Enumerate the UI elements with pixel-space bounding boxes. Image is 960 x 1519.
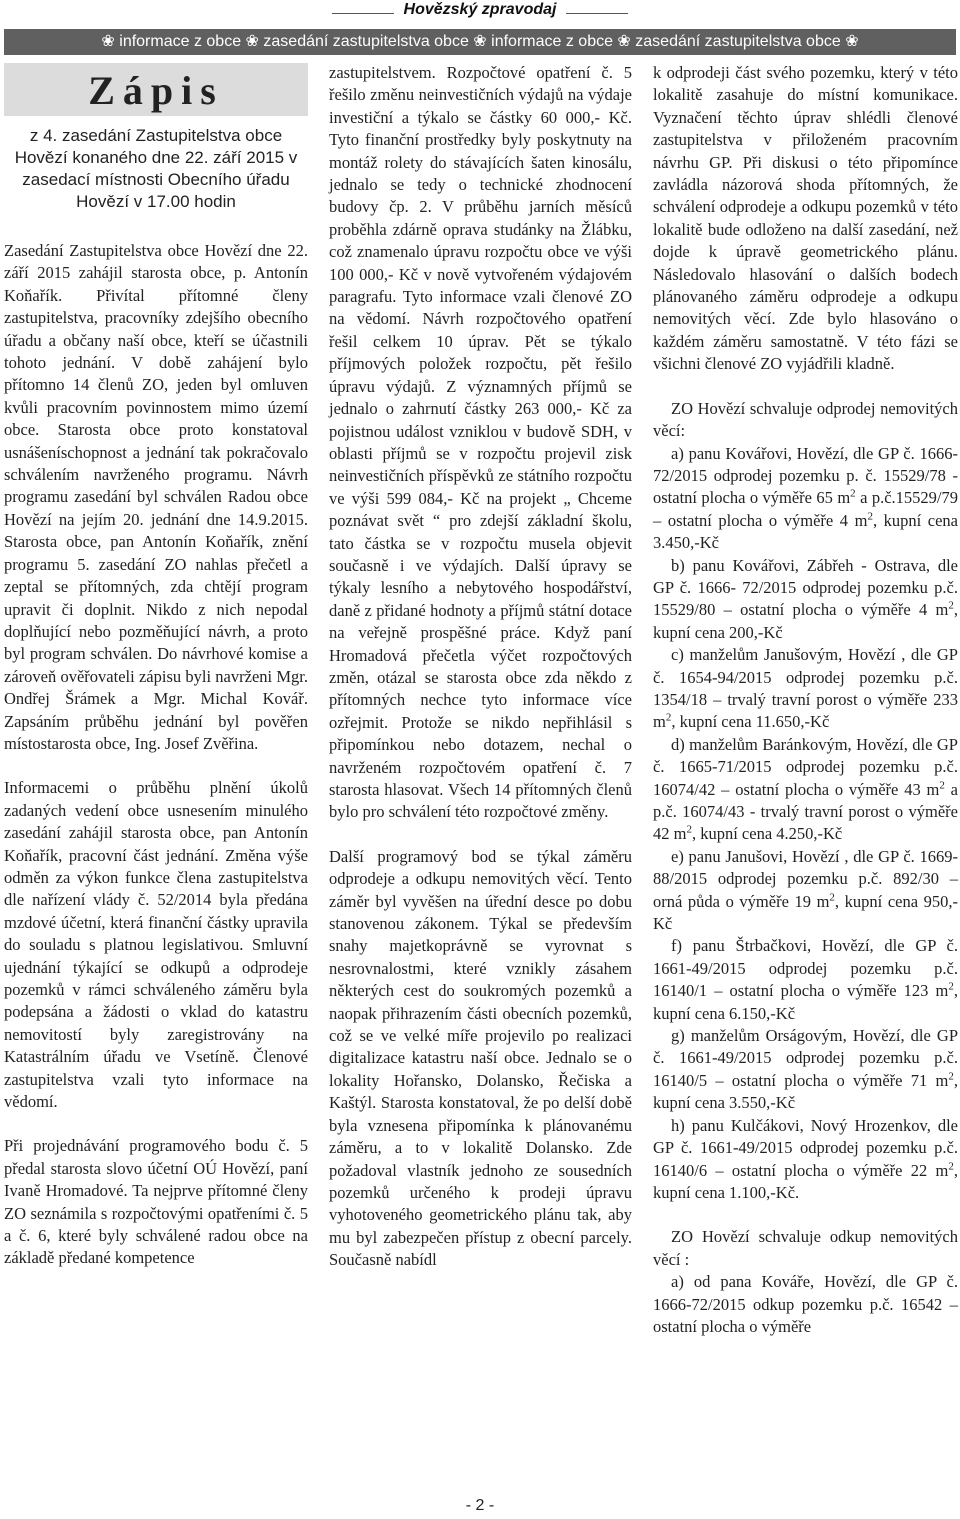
- header-rule-right: [566, 13, 628, 14]
- column-2: [329, 62, 632, 1272]
- section-banner: ❀ informace z obce ❀ zasedání zastupitelstva obce ❀ informace z obce ❀ zasedání zastupitelstva obce ❀: [4, 29, 956, 55]
- column-1: [4, 240, 308, 1270]
- sale-item-b: b) panu Kovářovi, Zábřeh - Ostrava, dle GP č. 1666- 72/2015 odprodej pozemku p.č. 15529/80 – ostatní plocha o výměře 4 $m^2$, kupní cena 200,-Kč: [653, 555, 958, 642]
- paragraph-budget-intro: Při projednávání programového bodu č. 5 předal starosta slovo účetní OÚ Hovězí, paní Ivaně Hromadové. Ta nejprve přítomné členy ZO seznámila s rozpočtovými opatřeními č. 5 a č. 6, které byly schválené radou obce na základě předané kompetence: [4, 1136, 308, 1268]
- sale-item-d: d) manželům Baránkovým, Hovězí, dle GP č. 1665-71/2015 odprodej pozemku p.č. 16074/42 – ostatní plocha o výměře 43 $m^2$ a p.č. 16074/43 - trvalý travní porost o výměře 42 $m^2$, kupní cena 4.250,-Kč: [653, 734, 959, 844]
- sale-item-c: c) manželům Janušovým, Hovězí , dle GP č. 1654-94/2015 odprodej pozemku p.č. 1354/18 – trvalý travní porost o výměře 233 $m^2$, kupní cena 11.650,-Kč: [653, 645, 958, 732]
- paragraph-budget-measures: zastupitelstvem. Rozpočtové opatření č. 5 řešilo změnu neinvestičních výdajů na výdaje investiční a týkalo se částky 60 000,- Kč. Tyto finanční prostředky byly poskytnuty na montáž rolety do stávajících šaten kinosálu, jednalo se tedy o technické zhodnocení budovy čp. 2. V průběhu jarních měsíců proběhla zdárně oprava studánky na Žlábku, což znamenalo úpravu rozpočtu obce ve výši 100 000,- Kč v nově vytvořeném výdajovém paragrafu. Tyto informace vzali členové ZO na vědomí. Návrh rozpočtového opatření řešil celkem 10 úprav. Pět se týkalo příjmových položek rozpočtu, pět řešilo úpravu výdajů. Z významných příjmů se jednalo o zahrnutí částky 263 000,- Kč za pojistnou událost vzniklou v budově SDH, v oblasti příjmů se v rozpočtu projevil zisk neinvestičních příspěvků ze státního rozpočtu ve výši 599 084,- Kč na projekt „ Chceme poznávat svět “ pro zdejší základní školu, tato částka se v rozpočtu musela objevit současně i ve výdajích. Další úpravy se týkaly lesního a nebytového hospodářství, daně z přidané hodnoty a příjmů státní dotace na veřejně prospěšné práce. Když paní Hromadová přečetla výčet rozpočtových změn, otázal se starosta obce zda někdo z přítomných nechce tyto informace více ozřejmit. Protože se nikdo nepřihlásil s připomínkou nebo dotazem, nechal o navrženém rozpočtovém opatření č. 7 starosta hlasovat. Všech 14 přítomných členů bylo pro schválení této rozpočtové změny.: [329, 63, 632, 822]
- column-3: [653, 62, 958, 1338]
- paragraph-property-discussion: k odprodeji část svého pozemku, který v této lokalitě zasahuje do místní komunikace. Vyznačení těchto úprav shlédli členové zastupitelstva v přiloženém pracovním návrhu GP. Při diskusi o této připomínce zavládla názorová shoda přítomných, že schválení odprodeje a odkupu pozemků v této lokalitě bude odloženo na další zasedání, než dojde k úpravě geometrického plánu. Následovalo hlasování o dalších bodech plánovaného záměru odprodeje a odkupu nemovitých věcí. Zde bylo hlasováno o každém záměru samostatně. V této fázi se všichni členové ZO vyjádřili kladně.: [653, 63, 958, 374]
- buy-item-a: a) od pana Kováře, Hovězí, dle GP č. 1666-72/2015 odkup pozemku p.č. 16542 – ostatní plocha o výměře: [653, 1272, 958, 1336]
- sale-item-g: g) manželům Orságovým, Hovězí, dle GP č. 1661-49/2015 odprodej pozemku p.č. 16140/5 – ostatní plocha o výměře 71 $m^2$, kupní cena 3.550,-Kč: [653, 1026, 958, 1113]
- paragraph-property-plan: Další programový bod se týkal záměru odprodeje a odkupu nemovitých věcí. Tento záměr byl vyvěšen na úřední desce po dobu stanovenou zákonem. Týkal se především snahy majetkoprávně se vyrovnat s nesrovnalostmi, které vznikly zásahem některých cest do soukromých pozemků a naopak přihrazením části obecních pozemků, což se ve velké míře projevilo po realizaci digitalizace katastru naší obce. Jednalo se o lokality Hořansko, Dolansko, Řečiska a Kaštýl. Starosta konstatoval, že po delší době byla vznesena připomínka k plánovanému záměru, a to v lokalitě Dolansko. Zde požadoval vlastník jednoho ze sousedních pozemků určeného k prodeji úpravu vyhotoveného geometrického plánu tak, aby mu byl zabezpečen přístup z obecní parcely. Současně nabídl: [329, 846, 632, 1270]
- paragraph-tasks-info: Informacemi o průběhu plnění úkolů zadaných vedení obce usnesením minulého zasedání zahájil starosta obce, pan Antonín Koňařík, pracovní část jednání. Změna výše odměn za výkon funkce člena zastupitelstva dle nařízení vlády č. 52/2014 byla předána mzdové účetní, která finanční částky upravila do souladu s platnou legislativou. Smluvní ujednání týkající se odkupů a odprodeje pozemků v rámci schváleného záměru byla podepsána a žádosti o vklad do katastru nemovitostí byly zaregistrovány na Katastrálním úřadu ve Vsetíně. Členové zastupitelstva vzali tyto informace na vědomí.: [4, 778, 308, 1112]
- newsletter-title: Hovězský zpravodaj: [403, 1, 557, 18]
- sale-intro: ZO Hovězí schvaluje odprodej nemovitých věcí:: [653, 398, 958, 441]
- buy-intro: ZO Hovězí schvaluje odkup nemovitých věcí :: [653, 1227, 958, 1269]
- sale-item-e: e) panu Janušovi, Hovězí , dle GP č. 1669-88/2015 odprodej pozemku p.č. 892/30 – orná půda o výměře 19 $m^2$, kupní cena 950,-Kč: [653, 846, 958, 934]
- article-subtitle: z 4. zasedání Zastupitelstva obce Hovězí konaného dne 22. září 2015 v zasedací místnosti Obecního úřadu Hovězí v 17.00 hodin: [14, 126, 298, 211]
- article-heading: Zápis: [88, 68, 224, 113]
- page-header: [0, 0, 960, 30]
- sale-item-f: f) panu Štrbačkovi, Hovězí, dle GP č. 1661-49/2015 odprodej pozemku p.č. 16140/1 – ostatní plocha o výměře 123 $m^2$, kupní cena 6.150,-Kč: [653, 936, 958, 1023]
- sale-item-a: a) panu Kovářovi, Hovězí, dle GP č. 1666-72/2015 odprodej pozemku p. č. 15529/78 - ostatní plocha o výměře 65 $m^2$ a p.č.15529/79 – ostatní plocha o výměře 4 $m^2$, kupní cena 3.450,-Kč: [653, 443, 959, 553]
- sale-item-h: h) panu Kulčákovi, Nový Hrozenkov, dle GP č. 1661-49/2015 odprodej pozemku p.č. 16140/6 – ostatní plocha o výměře 22 $m^2$, kupní cena 1.100,-Kč.: [653, 1115, 958, 1202]
- article-heading-box: [4, 63, 308, 116]
- page-number: - 2 -: [465, 1497, 495, 1514]
- paragraph-opening: Zasedání Zastupitelstva obce Hovězí dne 22. září 2015 zahájil starosta obce, p. Antonín Koňařík. Přivítal přítomné členy zastupitelstva, pracovníky zdejšího obecního úřadu a občany naší obce, kteří se účastnili tohoto jednání. V době zahájení bylo přítomno 14 členů ZO, jeden byl omluven kvůli pracovním povinnostem mimo území obce. Starosta obce proto konstatoval usnášeníschopnost a jednání tak pokračovalo schválením navrženého programu. Návrh programu zasedání byl schválen Radou obce Hovězí na jejím 20. jednání dne 14.9.2015. Starosta obce, pan Antonín Koňařík, znění programu 5. zasedání ZO nahlas přečetl a zeptal se přítomných, zda chtějí program upravit či doplnit. Nikdo z nich nepodal doplňující nebo pozměňující návrh, a proto byl program schválen. Do návrhové komise a zároveň ověřovateli zápisu byli navrženi Mgr. Ondřej Šrámek a Mgr. Michal Kovář. Zapsáním průběhu jednání byl pověřen místostarosta obce, Ing. Josef Zvěřina.: [4, 241, 308, 753]
